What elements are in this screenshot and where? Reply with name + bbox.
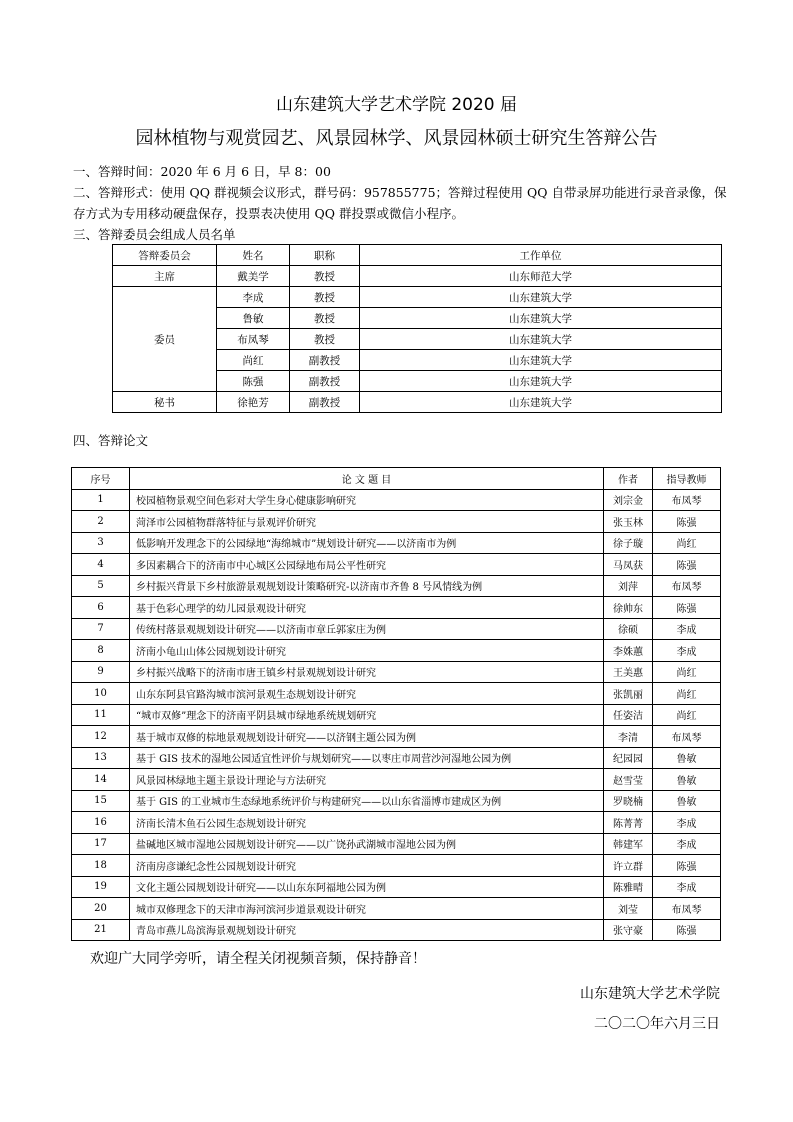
paper-author: 许立群 — [604, 855, 653, 877]
paper-advisor: 布凤琴 — [653, 575, 721, 597]
paper-topic: 济南小龟山山体公园规划设计研究 — [130, 640, 604, 662]
committee-title: 教授 — [290, 287, 360, 308]
paper-author: 刘宗金 — [604, 489, 653, 511]
paper-index: 1 — [72, 489, 130, 511]
table-row — [72, 812, 721, 834]
paper-advisor: 陈强 — [653, 597, 721, 619]
paper-topic: 校园植物景观空间色彩对大学生身心健康影响研究 — [130, 489, 604, 511]
committee-unit: 山东建筑大学 — [360, 392, 722, 413]
paper-index: 13 — [72, 747, 130, 769]
committee-role: 主席 — [113, 266, 217, 287]
committee-chair-row — [113, 266, 722, 287]
table-row — [72, 597, 721, 619]
table-row — [72, 919, 721, 941]
paper-topic: 风景园林绿地主题主景设计理论与方法研究 — [130, 769, 604, 791]
paper-advisor: 鲁敏 — [653, 769, 721, 791]
committee-header-cell: 答辩委员会 — [113, 245, 217, 266]
paper-topic: 基于城市双修的棕地景观规划设计研究——以济钢主题公园为例 — [130, 726, 604, 748]
paper-author: 赵雪莹 — [604, 769, 653, 791]
table-row — [72, 790, 721, 812]
paper-topic: 乡村振兴战略下的济南市唐王镇乡村景观规划设计研究 — [130, 661, 604, 683]
paper-index: 2 — [72, 511, 130, 533]
paper-topic: 基于 GIS 的工业城市生态绿地系统评价与构建研究——以山东省淄博市建成区为例 — [130, 790, 604, 812]
paper-index: 16 — [72, 812, 130, 834]
paper-author: 徐子璇 — [604, 532, 653, 554]
committee-unit: 山东建筑大学 — [360, 329, 722, 350]
paper-author: 罗晓楠 — [604, 790, 653, 812]
paper-topic: 乡村振兴背景下乡村旅游景观规划设计策略研究-以济南市齐鲁 8 号风情线为例 — [130, 575, 604, 597]
table-row — [72, 575, 721, 597]
committee-title: 教授 — [290, 329, 360, 350]
committee-name: 陈强 — [217, 371, 290, 392]
section-defense-format: 二、答辩形式：使用 QQ 群视频会议形式，群号码：957855775；答辩过程使用 QQ 自带录屏功能进行录音录像，保存方式为专用移动硬盘保存，投票表决使用 QQ 群投票或微信小程序。 — [73, 185, 727, 221]
signature-date: 二〇二〇年六月三日 — [594, 1016, 720, 1032]
paper-index: 6 — [72, 597, 130, 619]
committee-name: 布凤琴 — [217, 329, 290, 350]
paper-topic: 菏泽市公园植物群落特征与景观评价研究 — [130, 511, 604, 533]
committee-role: 秘书 — [113, 392, 217, 413]
paper-author: 韩建军 — [604, 833, 653, 855]
title-line-2: 园林植物与观赏园艺、风景园林学、风景园林硕士研究生答辩公告 — [135, 128, 658, 149]
section-committee-heading: 三、答辩委员会组成人员名单 — [73, 227, 236, 242]
paper-author: 徐硕 — [604, 618, 653, 640]
papers-header-row — [72, 468, 721, 490]
paper-topic: “城市双修”理念下的济南平阴县城市绿地系统规划研究 — [130, 704, 604, 726]
table-row — [72, 726, 721, 748]
paper-topic: 青岛市燕儿岛滨海景观规划设计研究 — [130, 919, 604, 941]
paper-author: 张守豪 — [604, 919, 653, 941]
paper-topic: 低影响开发理念下的公园绿地“海绵城市”规划设计研究——以济南市为例 — [130, 532, 604, 554]
committee-header-cell: 姓名 — [217, 245, 290, 266]
table-row — [72, 769, 721, 791]
paper-index: 11 — [72, 704, 130, 726]
paper-advisor: 尚红 — [653, 661, 721, 683]
paper-advisor: 李成 — [653, 876, 721, 898]
paper-advisor: 鲁敏 — [653, 790, 721, 812]
committee-title: 副教授 — [290, 350, 360, 371]
committee-unit: 山东建筑大学 — [360, 287, 722, 308]
paper-advisor: 陈强 — [653, 855, 721, 877]
committee-name: 徐艳芳 — [217, 392, 290, 413]
table-row — [72, 898, 721, 920]
paper-topic: 文化主题公园规划设计研究——以山东东阿福地公园为例 — [130, 876, 604, 898]
paper-author: 刘萍 — [604, 575, 653, 597]
paper-author: 陈菁菁 — [604, 812, 653, 834]
paper-topic: 盐碱地区城市湿地公园规划设计研究——以广饶孙武湖城市湿地公园为例 — [130, 833, 604, 855]
paper-author: 马凤获 — [604, 554, 653, 576]
paper-author: 李姝蕙 — [604, 640, 653, 662]
paper-topic: 传统村落景观规划设计研究——以济南市章丘郭家庄为例 — [130, 618, 604, 640]
paper-author: 任姿洁 — [604, 704, 653, 726]
paper-author: 陈雅晴 — [604, 876, 653, 898]
committee-title: 教授 — [290, 266, 360, 287]
paper-author: 张玉林 — [604, 511, 653, 533]
paper-advisor: 尚红 — [653, 704, 721, 726]
section-defense-time: 一、答辩时间：2020 年 6 月 6 日，早 8：00 — [73, 164, 331, 179]
table-row — [72, 661, 721, 683]
committee-table — [112, 244, 722, 413]
committee-title: 副教授 — [290, 371, 360, 392]
paper-advisor: 布凤琴 — [653, 898, 721, 920]
committee-secretary-row — [113, 392, 722, 413]
signature-organization: 山东建筑大学艺术学院 — [580, 986, 720, 1002]
papers-header-cell: 指导教师 — [653, 468, 721, 490]
committee-name: 戴美学 — [217, 266, 290, 287]
paper-advisor: 尚红 — [653, 532, 721, 554]
papers-table — [71, 467, 721, 941]
paper-index: 5 — [72, 575, 130, 597]
paper-index: 17 — [72, 833, 130, 855]
paper-author: 刘莹 — [604, 898, 653, 920]
committee-header-row — [113, 245, 722, 266]
paper-advisor: 李成 — [653, 618, 721, 640]
title-line-1: 山东建筑大学艺术学院 2020 届 — [275, 95, 518, 115]
section-papers-heading: 四、答辩论文 — [73, 433, 149, 448]
committee-role: 委员 — [113, 287, 217, 392]
paper-topic: 城市双修理念下的天津市海河滨河步道景观设计研究 — [130, 898, 604, 920]
paper-index: 20 — [72, 898, 130, 920]
paper-topic: 济南长清木鱼石公园生态规划设计研究 — [130, 812, 604, 834]
paper-author: 王美惠 — [604, 661, 653, 683]
paper-topic: 基于 GIS 技术的湿地公园适宜性评价与规划研究——以枣庄市周营沙河湿地公园为例 — [130, 747, 604, 769]
table-row — [72, 511, 721, 533]
committee-unit: 山东建筑大学 — [360, 371, 722, 392]
paper-advisor: 陈强 — [653, 554, 721, 576]
committee-header-cell: 职称 — [290, 245, 360, 266]
table-row — [72, 704, 721, 726]
committee-member-row — [113, 287, 722, 308]
committee-name: 尚红 — [217, 350, 290, 371]
paper-advisor: 李成 — [653, 833, 721, 855]
paper-topic: 济南房彦谦纪念性公园规划设计研究 — [130, 855, 604, 877]
paper-author: 张凯丽 — [604, 683, 653, 705]
committee-unit: 山东建筑大学 — [360, 308, 722, 329]
table-row — [72, 747, 721, 769]
committee-title: 副教授 — [290, 392, 360, 413]
paper-index: 12 — [72, 726, 130, 748]
paper-index: 18 — [72, 855, 130, 877]
paper-topic: 山东东阿县官路沟城市滨河景观生态规划设计研究 — [130, 683, 604, 705]
paper-advisor: 陈强 — [653, 919, 721, 941]
table-row — [72, 532, 721, 554]
committee-name: 李成 — [217, 287, 290, 308]
paper-advisor: 鲁敏 — [653, 747, 721, 769]
committee-unit: 山东建筑大学 — [360, 350, 722, 371]
paper-index: 7 — [72, 618, 130, 640]
paper-index: 19 — [72, 876, 130, 898]
table-row — [72, 640, 721, 662]
papers-header-cell: 作者 — [604, 468, 653, 490]
paper-author: 李清 — [604, 726, 653, 748]
table-row — [72, 833, 721, 855]
table-row — [72, 876, 721, 898]
paper-index: 4 — [72, 554, 130, 576]
committee-title: 教授 — [290, 308, 360, 329]
paper-advisor: 李成 — [653, 812, 721, 834]
paper-advisor: 尚红 — [653, 683, 721, 705]
paper-index: 15 — [72, 790, 130, 812]
committee-name: 鲁敏 — [217, 308, 290, 329]
paper-author: 徐帅东 — [604, 597, 653, 619]
paper-author: 纪园园 — [604, 747, 653, 769]
paper-index: 3 — [72, 532, 130, 554]
paper-index: 21 — [72, 919, 130, 941]
paper-topic: 基于色彩心理学的幼儿园景观设计研究 — [130, 597, 604, 619]
paper-advisor: 李成 — [653, 640, 721, 662]
table-row — [72, 855, 721, 877]
paper-advisor: 布凤琴 — [653, 726, 721, 748]
paper-index: 14 — [72, 769, 130, 791]
paper-advisor: 布凤琴 — [653, 489, 721, 511]
table-row — [72, 554, 721, 576]
paper-index: 8 — [72, 640, 130, 662]
table-row — [72, 489, 721, 511]
paper-index: 10 — [72, 683, 130, 705]
committee-header-cell: 工作单位 — [360, 245, 722, 266]
paper-topic: 多因素耦合下的济南市中心城区公园绿地布局公平性研究 — [130, 554, 604, 576]
papers-header-cell: 论 文 题 目 — [130, 468, 604, 490]
paper-advisor: 陈强 — [653, 511, 721, 533]
table-row — [72, 618, 721, 640]
notice-text: 欢迎广大同学旁听，请全程关闭视频音频，保持静音！ — [90, 951, 426, 967]
paper-index: 9 — [72, 661, 130, 683]
papers-header-cell: 序号 — [72, 468, 130, 490]
table-row — [72, 683, 721, 705]
committee-unit: 山东师范大学 — [360, 266, 722, 287]
